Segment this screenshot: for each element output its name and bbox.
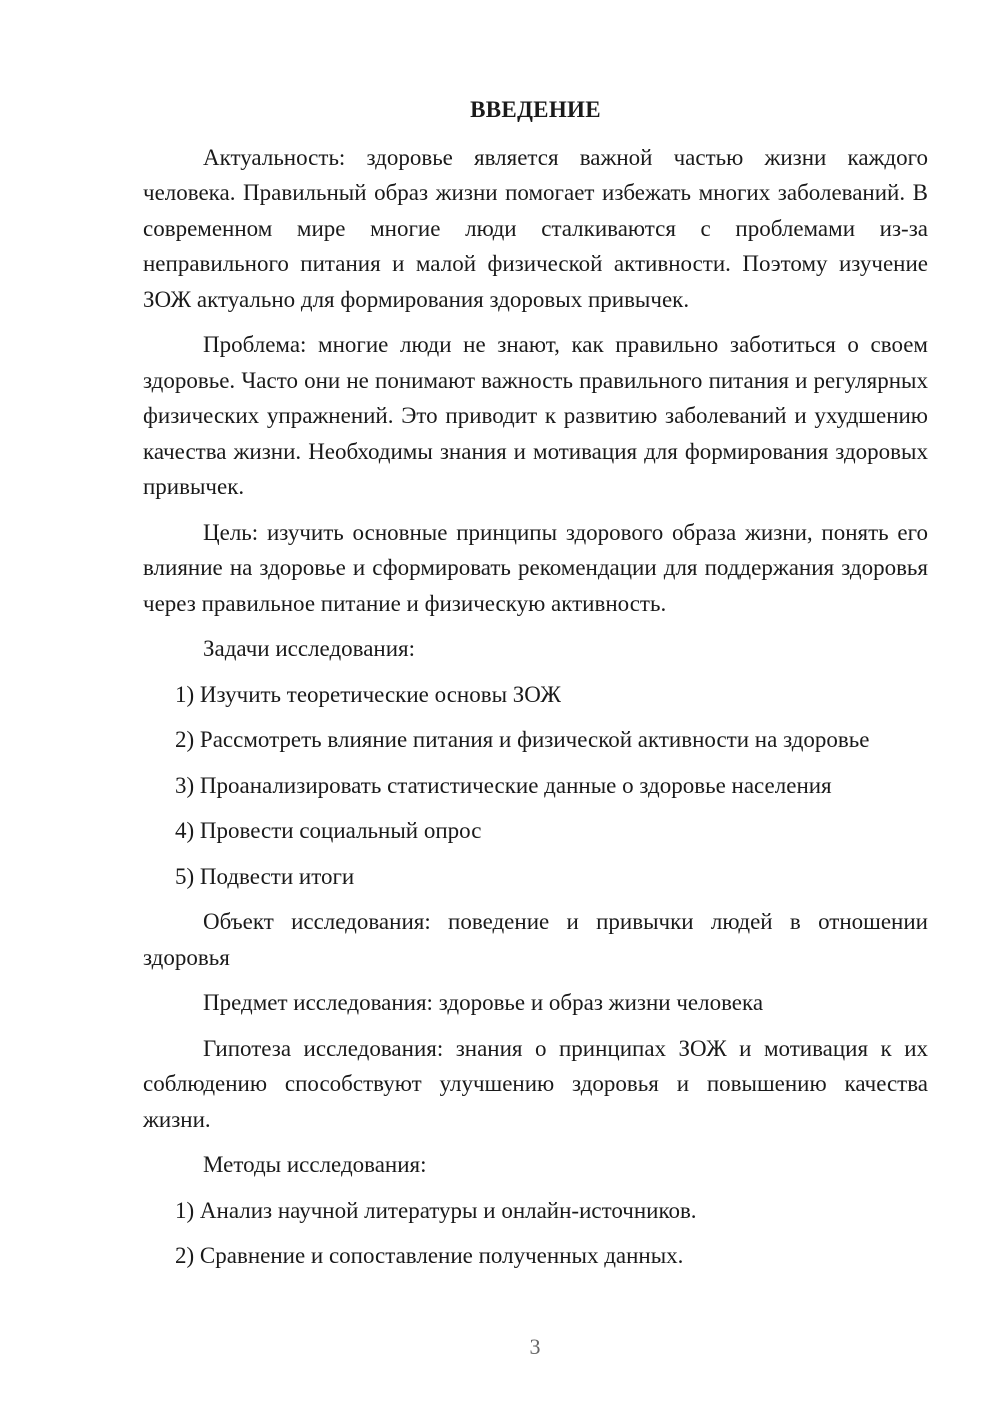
- page-number: 3: [529, 1334, 541, 1359]
- tasks-label: Задачи исследования:: [203, 636, 416, 661]
- list-item: 4) Провести социальный опрос: [175, 818, 482, 843]
- paragraph-hypothesis: Гипотеза исследования: знания о принципах ЗОЖ и мотивация к их соблюдению способствуют улучшению здоровья и повышению качества жизни.: [143, 1035, 928, 1132]
- paragraph-goal: Цель: изучить основные принципы здорового образа жизни, понять его влияние на здоровье и сформировать рекомендации для поддержания здоровья через правильное питание и физическую активность.: [143, 519, 928, 616]
- methods-list: [143, 1193, 928, 1274]
- list-item: 1) Изучить теоретические основы ЗОЖ: [175, 681, 561, 707]
- section-heading: ВВЕДЕНИЕ: [470, 97, 601, 122]
- paragraph-problem: Проблема: многие люди не знают, как правильно заботиться о своем здоровье. Часто они не понимают важность правильного питания и регулярных физических упражнений. Это приводит к развитию заболеваний и ухудшению качества жизни. Необходимы знания и мотивация для формирования здоровых привычек.: [143, 332, 928, 499]
- paragraph-relevance: Актуальность: здоровье является важной частью жизни каждого человека. Правильный образ жизни помогает избежать многих заболеваний. В современном мире многие люди сталкиваются с проблемами из-за неправильного питания и малой физической активности. Поэтому изучение ЗОЖ актуально для формирования здоровых привычек.: [143, 144, 928, 312]
- list-item: 2) Рассмотреть влияние питания и физической активности на здоровье: [175, 727, 870, 752]
- page-content: [143, 92, 928, 1284]
- methods-label: Методы исследования:: [203, 1152, 427, 1177]
- list-item: 2) Сравнение и сопоставление полученных данных.: [175, 1243, 684, 1268]
- list-item: 1) Анализ научной литературы и онлайн-источников.: [175, 1197, 697, 1223]
- tasks-list: [143, 677, 928, 895]
- list-item: 5) Подвести итоги: [175, 863, 355, 889]
- paragraph-subject: Предмет исследования: здоровье и образ жизни человека: [203, 990, 764, 1015]
- list-item: 3) Проанализировать статистические данные о здоровье населения: [175, 772, 832, 798]
- paragraph-object: Объект исследования: поведение и привычки людей в отношении здоровья: [143, 909, 928, 970]
